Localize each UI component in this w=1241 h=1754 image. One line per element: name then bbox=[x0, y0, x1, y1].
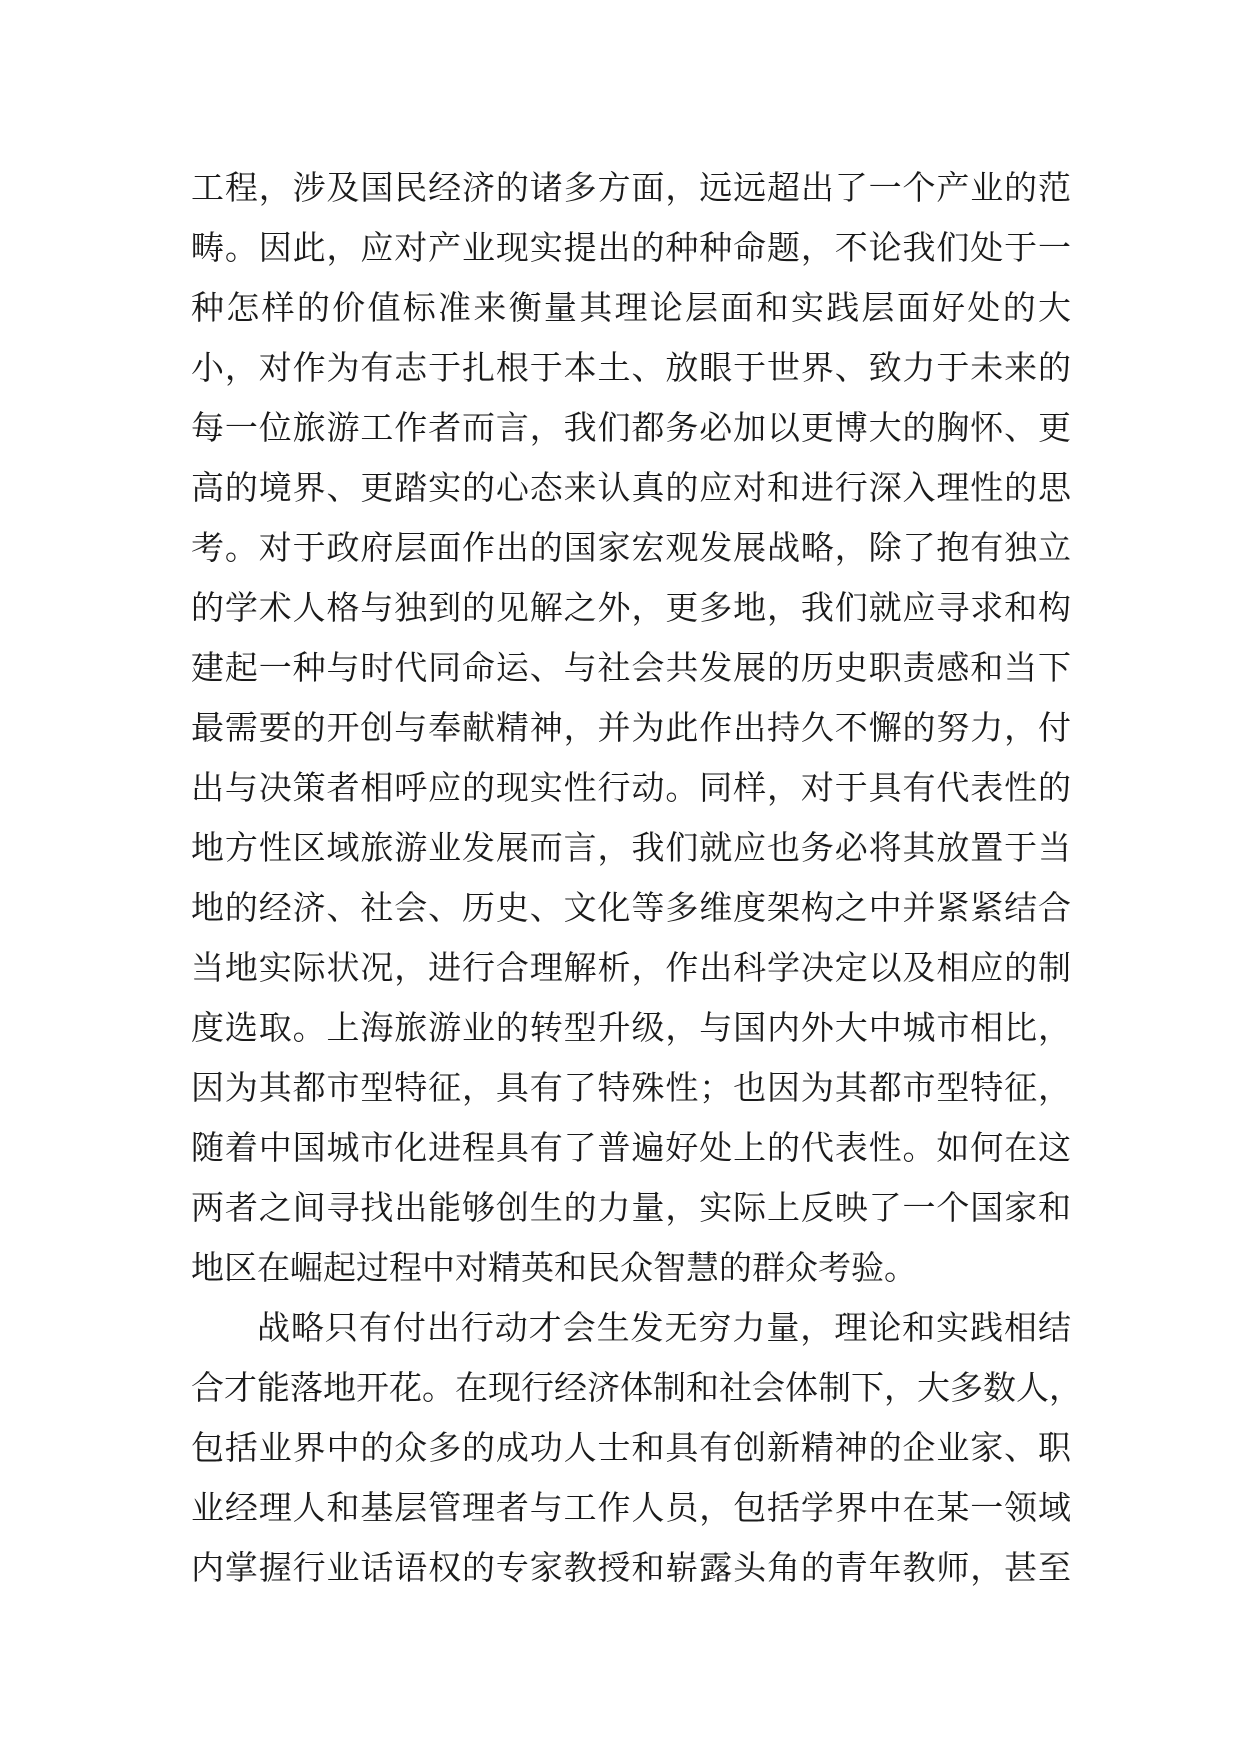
text-line: 内掌握行业话语权的专家教授和崭露头角的青年教师，甚至 bbox=[191, 1548, 1071, 1587]
text-line: 因为其都市型特征，具有了特殊性；也因为其都市型特征， bbox=[191, 1068, 1071, 1107]
text-line: 建起一种与时代同命运、与社会共发展的历史职责感和当下 bbox=[191, 648, 1071, 687]
text-line: 随着中国城市化进程具有了普遍好处上的代表性。如何在这 bbox=[191, 1128, 1071, 1167]
text-line: 工程，涉及国民经济的诸多方面，远远超出了一个产业的范 bbox=[191, 168, 1071, 207]
text-line: 当地实际状况，进行合理解析，作出科学决定以及相应的制 bbox=[191, 948, 1071, 987]
text-line: 小，对作为有志于扎根于本土、放眼于世界、致力于未来的 bbox=[191, 348, 1071, 387]
text-line: 战略只有付出行动才会生发无穷力量，理论和实践相结 bbox=[257, 1308, 1071, 1347]
text-line: 种怎样的价值标准来衡量其理论层面和实践层面好处的大 bbox=[191, 288, 1071, 327]
text-line: 考。对于政府层面作出的国家宏观发展战略，除了抱有独立 bbox=[191, 528, 1071, 567]
text-line: 的学术人格与独到的见解之外，更多地，我们就应寻求和构 bbox=[191, 588, 1071, 627]
text-line: 出与决策者相呼应的现实性行动。同样，对于具有代表性的 bbox=[191, 768, 1071, 807]
paragraph-2 bbox=[191, 1298, 1082, 1598]
text-line: 度选取。上海旅游业的转型升级，与国内外大中城市相比， bbox=[191, 1008, 1071, 1047]
text-line: 包括业界中的众多的成功人士和具有创新精神的企业家、职 bbox=[191, 1428, 1071, 1467]
text-line: 每一位旅游工作者而言，我们都务必加以更博大的胸怀、更 bbox=[191, 408, 1071, 447]
paragraph-1 bbox=[191, 158, 1071, 1298]
text-line: 地方性区域旅游业发展而言，我们就应也务必将其放置于当 bbox=[191, 828, 1071, 867]
text-line: 合才能落地开花。在现行经济体制和社会体制下，大多数人， bbox=[191, 1368, 1082, 1407]
text-line: 最需要的开创与奉献精神，并为此作出持久不懈的努力，付 bbox=[191, 708, 1071, 747]
text-line: 业经理人和基层管理者与工作人员，包括学界中在某一领域 bbox=[191, 1488, 1071, 1527]
text-line: 地的经济、社会、历史、文化等多维度架构之中并紧紧结合 bbox=[191, 888, 1071, 927]
text-line: 两者之间寻找出能够创生的力量，实际上反映了一个国家和 bbox=[191, 1188, 1071, 1227]
text-line: 畴。因此，应对产业现实提出的种种命题，不论我们处于一 bbox=[191, 228, 1071, 267]
text-line: 地区在崛起过程中对精英和民众智慧的群众考验。 bbox=[191, 1248, 917, 1287]
body-text bbox=[191, 158, 1082, 1598]
text-line: 高的境界、更踏实的心态来认真的应对和进行深入理性的思 bbox=[191, 468, 1071, 507]
